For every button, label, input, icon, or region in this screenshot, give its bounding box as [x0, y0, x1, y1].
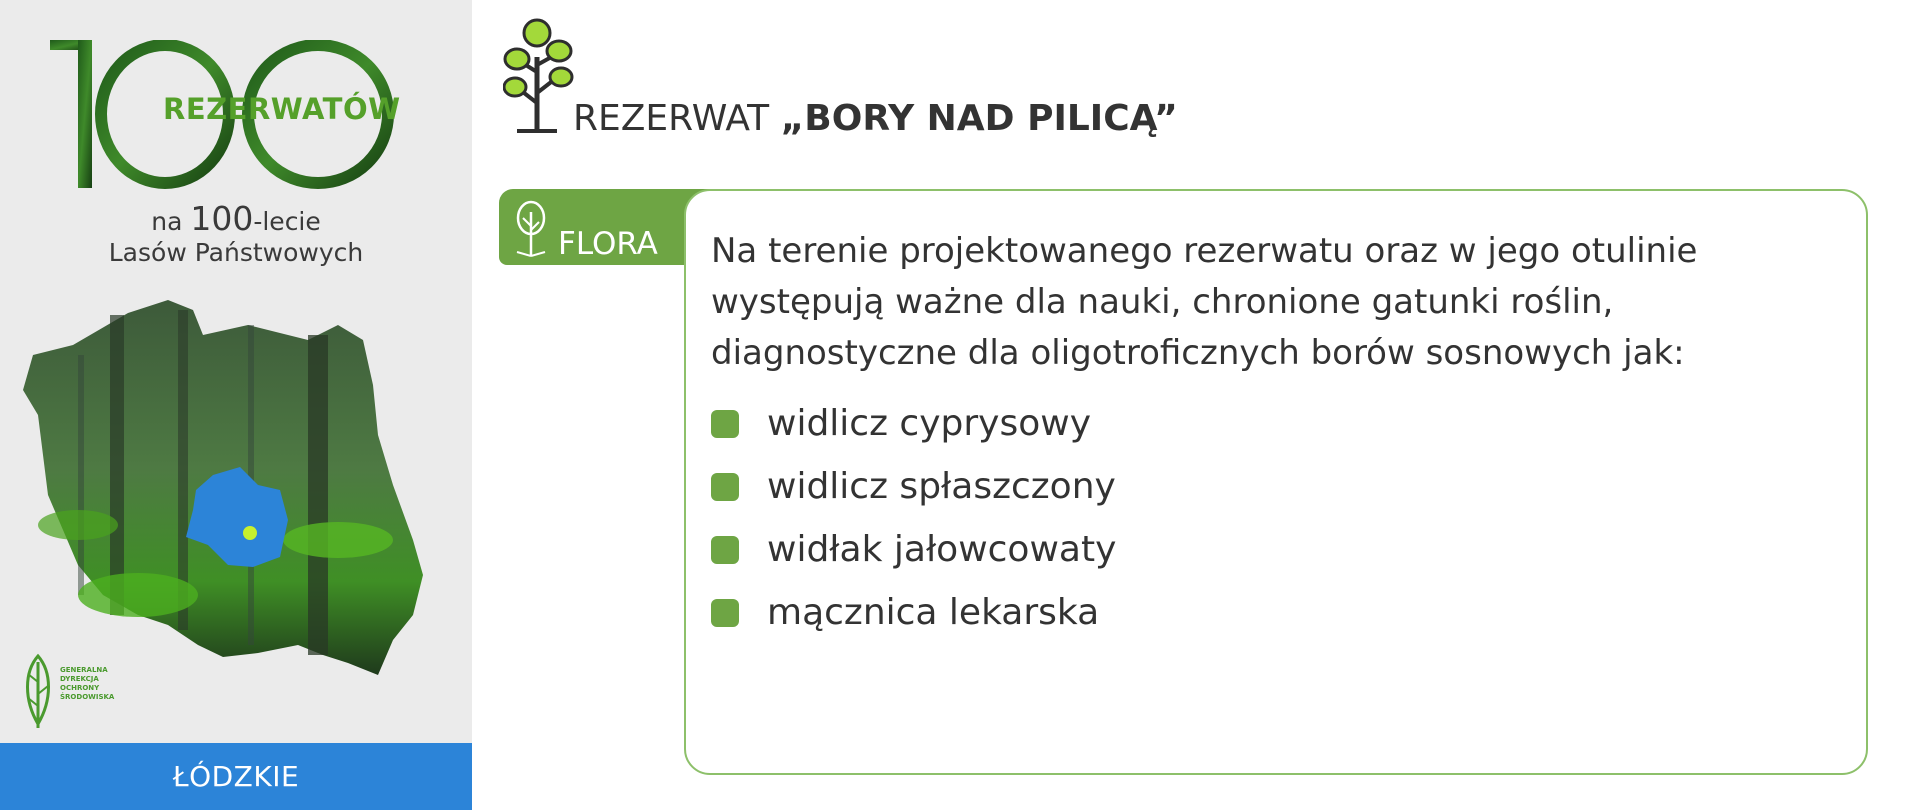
list-item: [711, 392, 1116, 455]
tagline-prefix: na: [151, 207, 183, 236]
region-label: ŁÓDZKIE: [172, 760, 300, 793]
poland-forest-map: [18, 295, 428, 675]
gdos-logo-text: [60, 666, 114, 702]
gdos-line: GENERALNA: [60, 666, 108, 674]
species-name: widlicz cyprysowy: [767, 403, 1092, 444]
gdos-line: ŚRODOWISKA: [60, 693, 115, 701]
sidebar-panel: [0, 0, 472, 810]
bullet-square-icon: [711, 473, 739, 501]
intro-text: Na terenie projektowanego rezerwatu oraz w jego otulinie występują ważne dla nauki, chronione gatunki roślin, diagnostyczne dla oligotroficznych borów sosnowych jak:: [711, 231, 1698, 373]
species-name: widłak jałowcowaty: [767, 529, 1117, 570]
species-name: widlicz spłaszczony: [767, 466, 1116, 507]
gdos-line: DYREKCJA: [60, 675, 99, 683]
list-item: [711, 581, 1116, 644]
tree-outline-icon: [513, 200, 549, 258]
tagline-line2: Lasów Państwowych: [108, 238, 364, 267]
title-prefix: REZERWAT: [573, 98, 770, 139]
tagline-suffix: -lecie: [253, 207, 321, 236]
species-name: mącznica lekarska: [767, 592, 1100, 633]
tree-icon: [503, 17, 575, 135]
list-item: [711, 455, 1116, 518]
page-title: [573, 98, 1178, 139]
logo-word: REZERWATÓW: [163, 92, 401, 126]
tagline: [60, 199, 412, 268]
bullet-square-icon: [711, 599, 739, 627]
tagline-number: 100: [190, 199, 254, 238]
bullet-square-icon: [711, 410, 739, 438]
list-item: [711, 518, 1116, 581]
gdos-line: OCHRONY: [60, 684, 100, 692]
title-name: „BORY NAD PILICĄ”: [780, 98, 1178, 139]
tab-label: FLORA: [558, 226, 658, 262]
bullet-square-icon: [711, 536, 739, 564]
region-bar: [0, 743, 472, 810]
species-list: [711, 392, 1116, 644]
